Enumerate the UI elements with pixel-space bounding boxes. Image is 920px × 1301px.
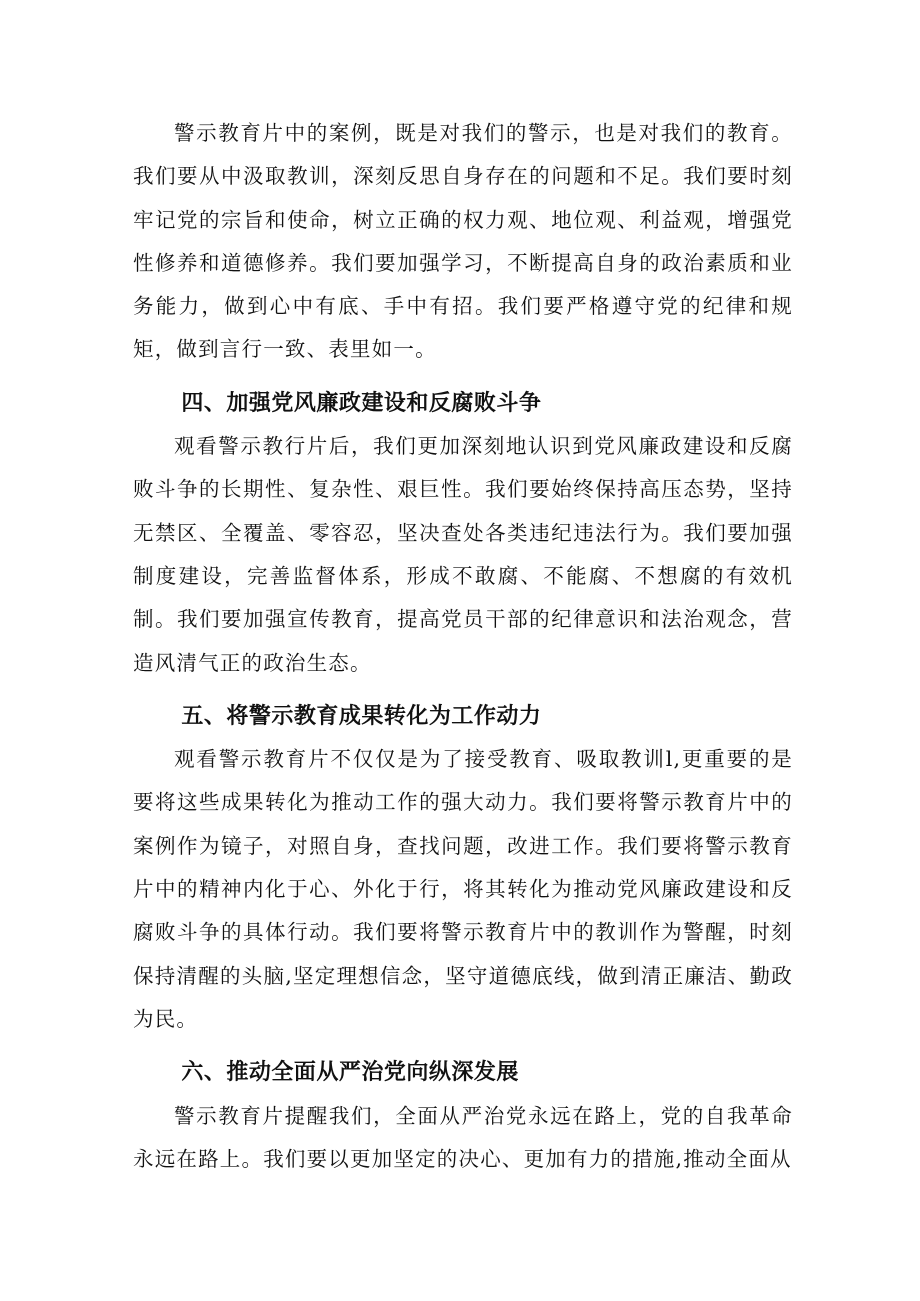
document-body — [133, 112, 793, 1181]
paragraph-work-motivation: 观看警示教育片不仅仅是为了接受教育、吸取教训l,更重要的是要将这些成果转化为推动工作的强大动力。我们要将警示教育片中的案例作为镜子，对照自身，查找问题，改进工作。我们要将警示教育片中的精神内化于心、外化于行，将其转化为推动党风廉政建设和反腐败斗争的具体行动。我们要将警示教育片中的教训作为警醒，时刻保持清醒的头脑,坚定理想信念，坚守道德底线，做到清正廉洁、勤政为民。 — [133, 747, 793, 1031]
section-heading-six: 六、推动全面从严治党向纵深发展 — [181, 1060, 519, 1086]
paragraph-anti-corruption: 观看警示教行片后，我们更加深刻地认识到党风廉政建设和反腐败斗争的长期性、复杂性、艰巨性。我们要始终保持高压态势，坚持无禁区、全覆盖、零容忍，坚决查处各类违纪违法行为。我们要加强制度建设，完善监督体系，形成不敢腐、不能腐、不想腐的有效机制。我们要加强宣传教育，提高党员干部的纪律意识和法治观念，营造风清气正的政治生态。 — [133, 434, 793, 675]
paragraph-strict-governance: 警示教育片提醒我们，全面从严治党永远在路上，党的自我革命永远在路上。我们要以更加坚定的决心、更加有力的措施,推动全面从 — [133, 1103, 793, 1171]
section-heading-four: 四、加强党风廉政建设和反腐败斗争 — [181, 390, 542, 416]
paragraph-warning-cases: 警示教育片中的案例，既是对我们的警示，也是对我们的教育。我们要从中汲取教训，深刻反思自身存在的问题和不足。我们要时刻牢记党的宗旨和使命，树立正确的权力观、地位观、利益观，增强党性修养和道德修养。我们要加强学习，不断提高自身的政治素质和业务能力，做到心中有底、手中有招。我们要严格遵守党的纪律和规矩，做到言行一致、表里如一。 — [133, 121, 793, 362]
section-heading-five: 五、将警示教育成果转化为工作动力 — [181, 703, 542, 729]
